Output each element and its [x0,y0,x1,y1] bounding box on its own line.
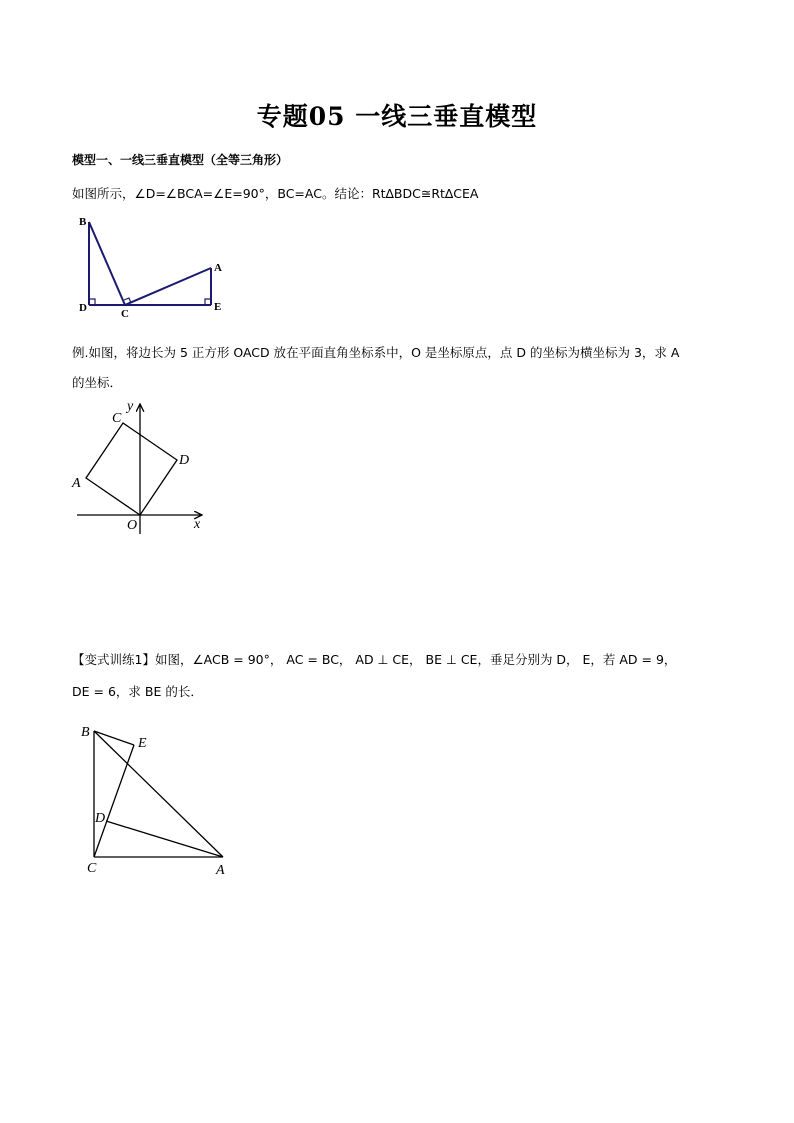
fig2-label-a: A [72,476,81,491]
fig2-label-d: D [179,453,190,468]
variant-body: 如图，∠ACB = 90°， AC = BC， AD ⊥ CE， BE ⊥ CE，垂足分别为 D， E，若 AD = 9， [154,652,677,667]
fig1-label-c: C [121,308,129,320]
section-heading: 模型一、一线三垂直模型（全等三角形） [72,153,289,167]
fig3-label-e: E [138,736,147,751]
fig1-label-b: B [79,216,87,228]
fig3-label-a: A [216,863,225,878]
fig3-label-b: B [81,725,90,740]
variant-tag: 【变式训练1】 [72,652,155,667]
model-statement: 如图所示，∠D=∠BCA=∠E=90°，BC=AC。结论：Rt∆BDC≅Rt∆CEA [72,186,479,201]
fig1-label-a: A [214,262,222,274]
fig1-label-e: E [214,301,222,313]
page-title: 专题05 一线三垂直模型 [256,102,538,131]
fig2-label-y: y [127,399,134,414]
example-text-line1: 例.如图，将边长为 5 正方形 OACD 放在平面直角坐标系中，O 是坐标原点，点 D 的坐标为横坐标为 3，求 A [72,345,680,360]
variant-text-line2: DE = 6，求 BE 的长． [72,684,203,699]
example-text-line2: 的坐标． [72,375,123,390]
fig2-label-x: x [194,517,201,532]
fig2-label-c: C [112,411,122,426]
fig1-label-d: D [79,302,87,314]
fig3-label-c: C [87,861,97,876]
fig3-label-d: D [95,811,106,826]
fig2-label-o: O [127,518,138,533]
